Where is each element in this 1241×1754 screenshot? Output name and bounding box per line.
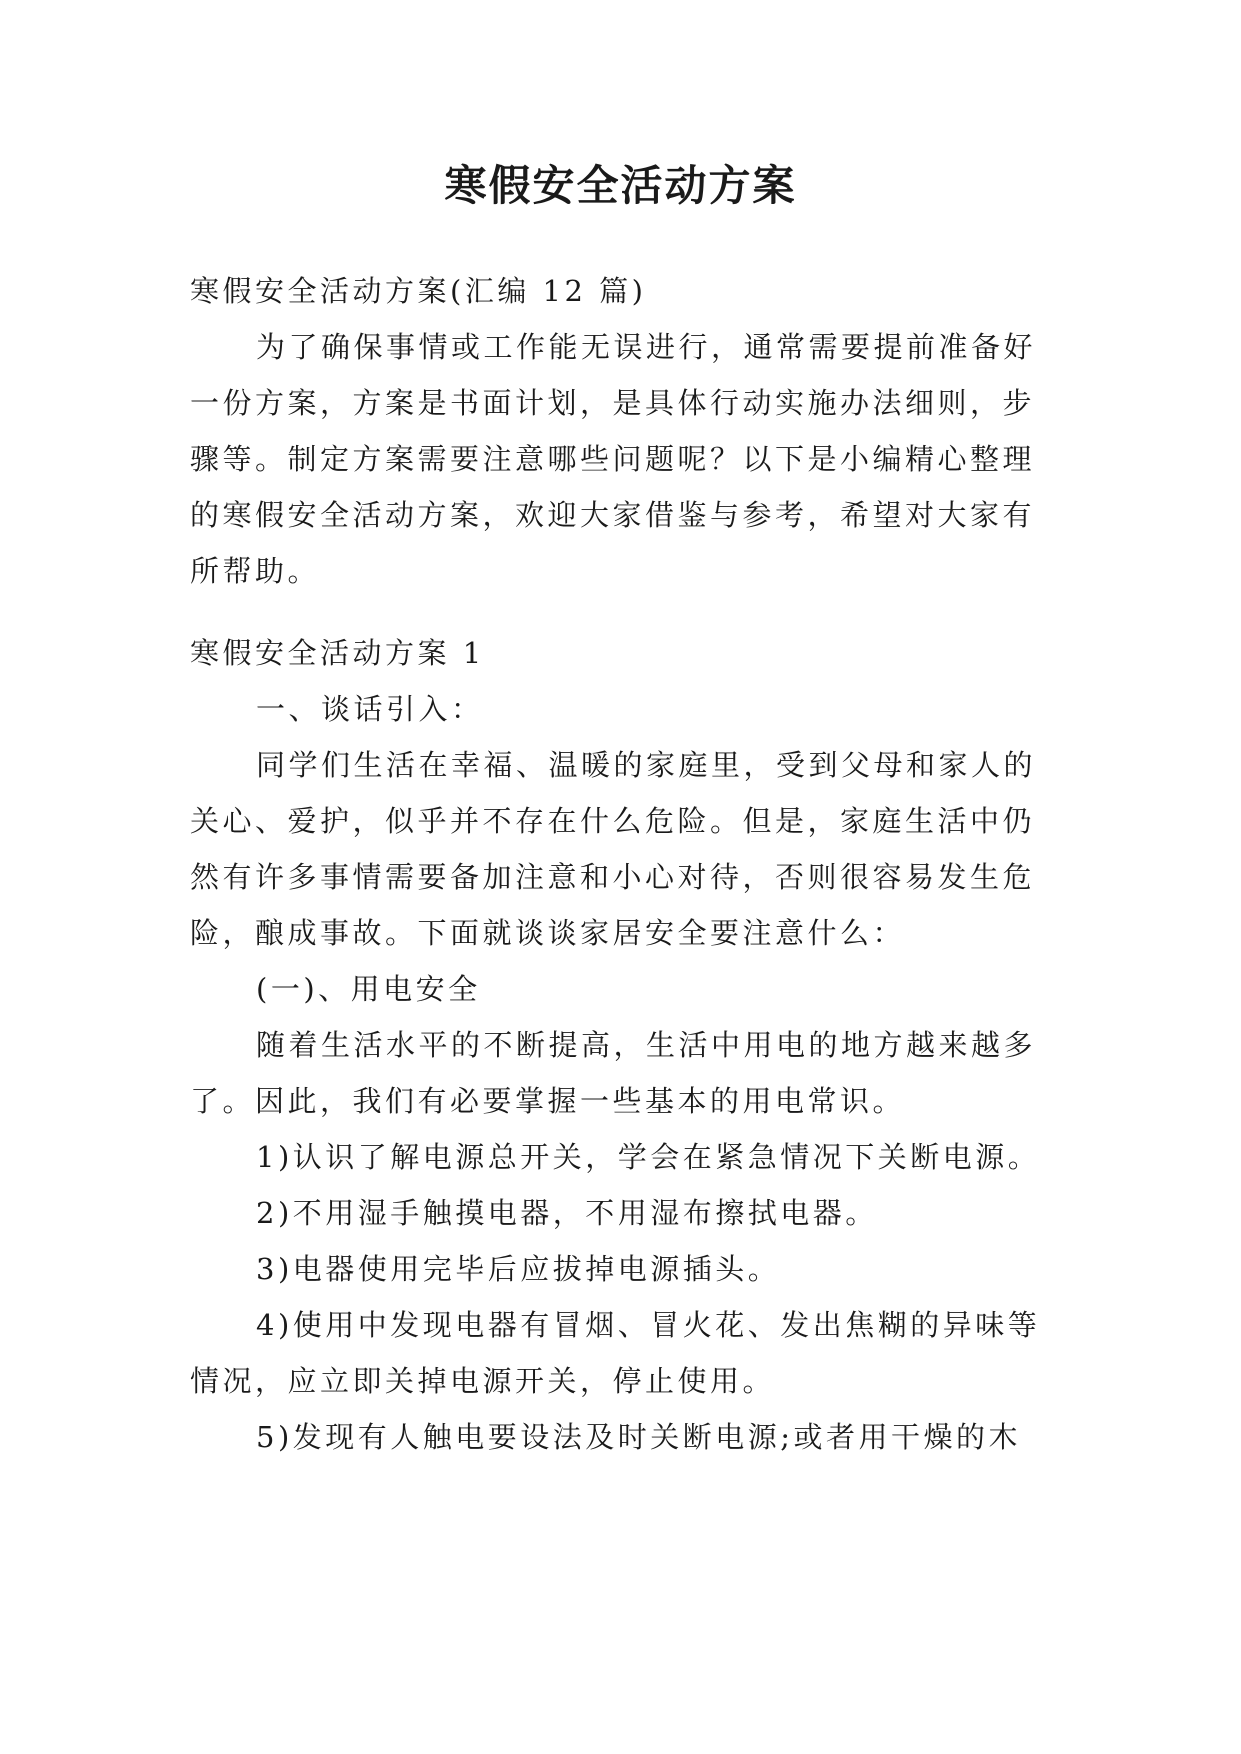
section-line: 4)使用中发现电器有冒烟、冒火花、发出焦糊的异味等	[256, 1308, 1041, 1342]
intro-line: 一份方案，方案是书面计划，是具体行动实施办法细则，步	[190, 386, 1036, 420]
section-line: 一、谈话引入：	[256, 692, 484, 726]
section-line: 同学们生活在幸福、温暖的家庭里，受到父母和家人的	[256, 748, 1037, 782]
section-line: 然有许多事情需要备加注意和小心对待，否则很容易发生危	[190, 860, 1036, 894]
section-line: 2)不用湿手触摸电器，不用湿布擦拭电器。	[256, 1196, 878, 1230]
subtitle: 寒假安全活动方案(汇编 12 篇)	[190, 274, 647, 308]
section-heading: 寒假安全活动方案 1	[190, 636, 485, 670]
section-block	[190, 625, 1070, 1465]
page-title: 寒假安全活动方案	[444, 161, 797, 210]
section-line: 5)发现有人触电要设法及时关断电源;或者用干燥的木	[256, 1420, 1022, 1454]
intro-line: 的寒假安全活动方案，欢迎大家借鉴与参考，希望对大家有	[190, 498, 1036, 532]
intro-block	[190, 263, 1070, 599]
section-line: 3)电器使用完毕后应拔掉电源插头。	[256, 1252, 781, 1286]
section-line: 关心、爱护，似乎并不存在什么危险。但是，家庭生活中仍	[190, 804, 1036, 838]
section-line: 险，酿成事故。下面就谈谈家居安全要注意什么：	[190, 916, 906, 950]
intro-line: 骤等。制定方案需要注意哪些问题呢？以下是小编精心整理	[190, 442, 1036, 476]
section-line: 了。因此，我们有必要掌握一些基本的用电常识。	[190, 1084, 906, 1118]
section-line: 情况，应立即关掉电源开关，停止使用。	[190, 1364, 776, 1398]
section-line: 随着生活水平的不断提高，生活中用电的地方越来越多	[256, 1028, 1037, 1062]
intro-line: 为了确保事情或工作能无误进行，通常需要提前准备好	[256, 330, 1037, 364]
section-line: (一)、用电安全	[256, 972, 481, 1006]
intro-line: 所帮助。	[190, 554, 321, 588]
section-line: 1)认识了解电源总开关，学会在紧急情况下关断电源。	[256, 1140, 1041, 1174]
